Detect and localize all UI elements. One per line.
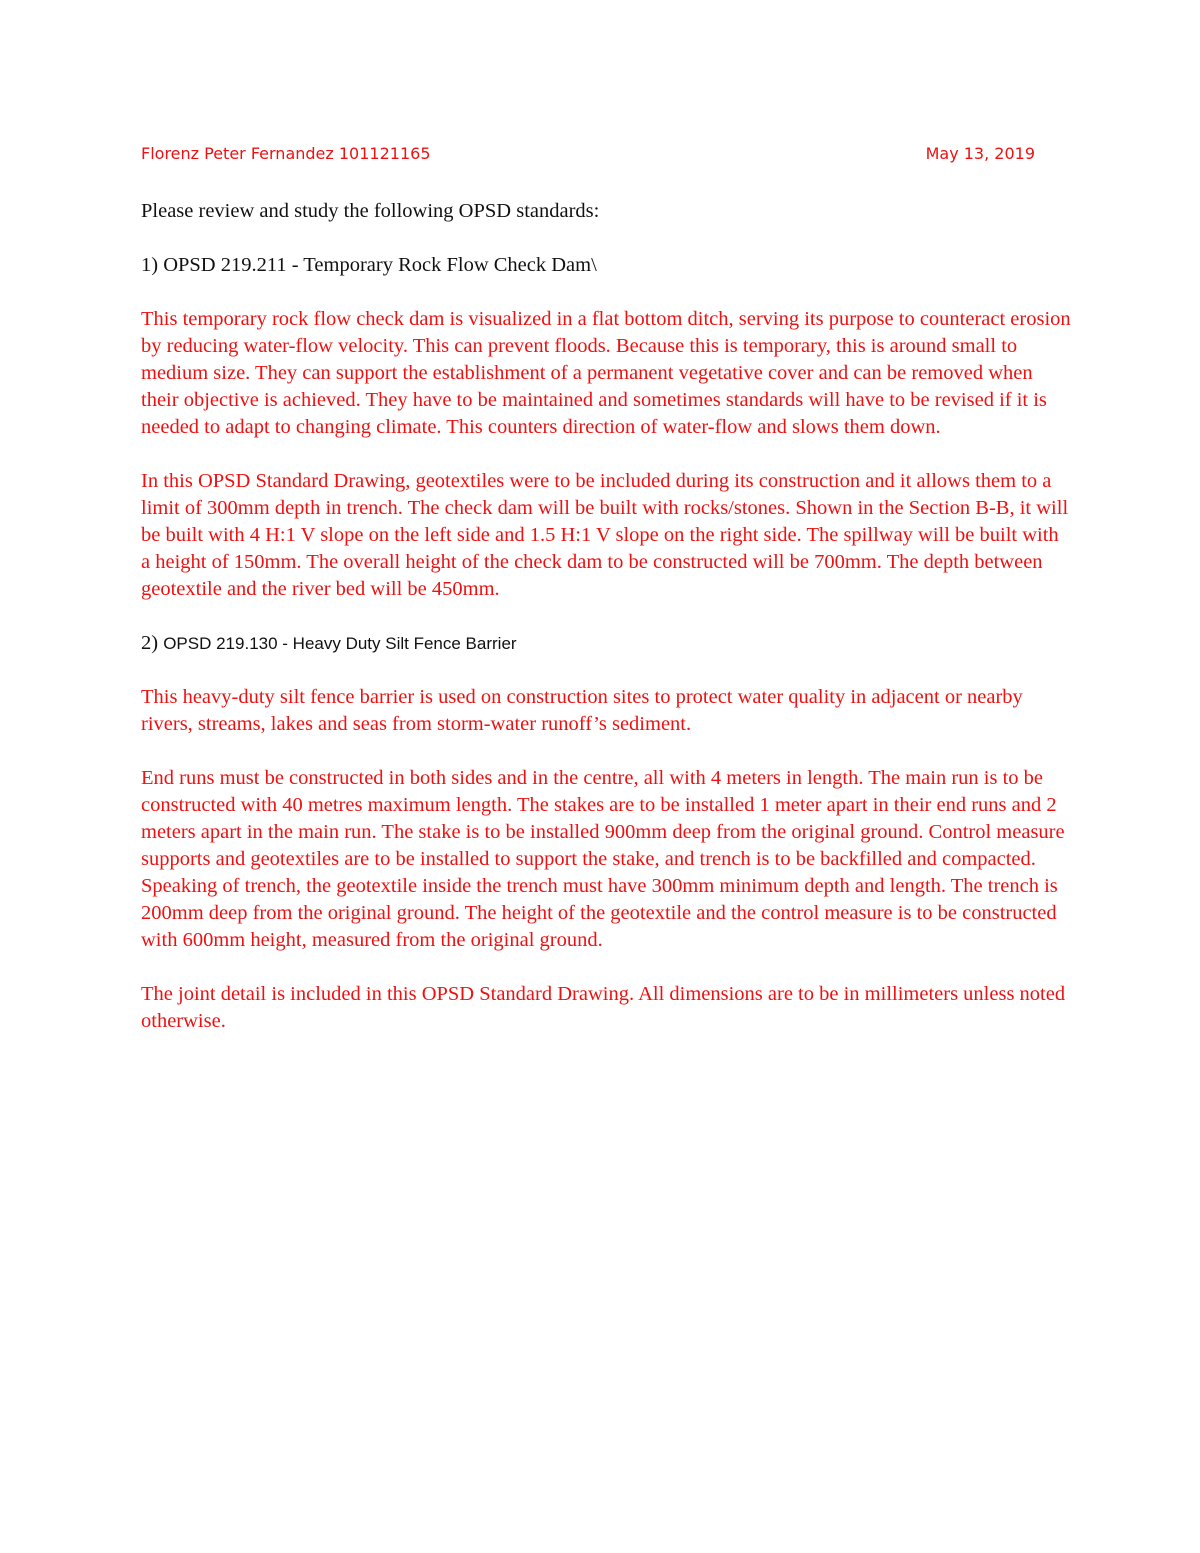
section-2-number: 2) (141, 632, 159, 654)
spacer (141, 279, 1071, 306)
section-2-heading (141, 630, 1071, 657)
section-2-title: OPSD 219.130 - Heavy Duty Silt Fence Barrier (163, 634, 517, 653)
spacer (141, 954, 1071, 981)
intro-line: Please review and study the following OPSD standards: (141, 200, 600, 222)
spacer (141, 657, 1071, 684)
spacer (141, 441, 1071, 468)
author-name: Florenz Peter Fernandez 101121165 (141, 144, 431, 163)
document-date: May 13, 2019 (925, 144, 1035, 163)
section-1-paragraph-2: In this OPSD Standard Drawing, geotextiles were to be included during its construction and it allows them to a limit of 300mm depth in trench. The check dam will be built with rocks/stones. Shown in the Section B-B, it will be built with 4 H:1 V slope on the left side and 1.5 H:1 V slope on the right side. The spillway will be built with a height of 150mm. The overall height of the check dam to be constructed will be 700mm. The depth between geotextile and the river bed will be 450mm. (141, 470, 1069, 600)
spacer (141, 603, 1071, 630)
document-header (141, 144, 1035, 170)
section-2-paragraph-3: The joint detail is included in this OPSD Standard Drawing. All dimensions are to be in millimeters unless noted otherwise. (141, 983, 1066, 1032)
section-1-paragraph-1: This temporary rock flow check dam is visualized in a flat bottom ditch, serving its purpose to counteract erosion by reducing water-flow velocity. This can prevent floods. Because this is temporary, this is around small to medium size. They can support the establishment of a permanent vegetative cover and can be removed when their objective is achieved. They have to be maintained and sometimes standards will have to be revised if it is needed to adapt to changing climate. This counters direction of water-flow and slows them down. (141, 308, 1071, 438)
section-1-title: OPSD 219.211 - Temporary Rock Flow Check Dam\ (163, 254, 597, 276)
section-2-paragraph-2: End runs must be constructed in both sides and in the centre, all with 4 meters in length. The main run is to be constructed with 40 metres maximum length. The stakes are to be installed 1 meter apart in their end runs and 2 meters apart in the main run. The stake is to be installed 900mm deep from the original ground. Control measure supports and geotextiles are to be installed to support the stake, and trench is to be backfilled and compacted. Speaking of trench, the geotextile inside the trench must have 300mm minimum depth and length. The trench is 200mm deep from the original ground. The height of the geotextile and the control measure is to be constructed with 600mm height, measured from the original ground. (141, 767, 1065, 951)
section-2-paragraph-1: This heavy-duty silt fence barrier is used on construction sites to protect water quality in adjacent or nearby rivers, streams, lakes and seas from storm-water runoff’s sediment. (141, 686, 1023, 735)
section-1-heading (141, 252, 1071, 279)
spacer (141, 225, 1071, 252)
spacer (141, 738, 1071, 765)
document-body (141, 198, 1071, 1035)
section-1-number: 1) (141, 254, 159, 276)
